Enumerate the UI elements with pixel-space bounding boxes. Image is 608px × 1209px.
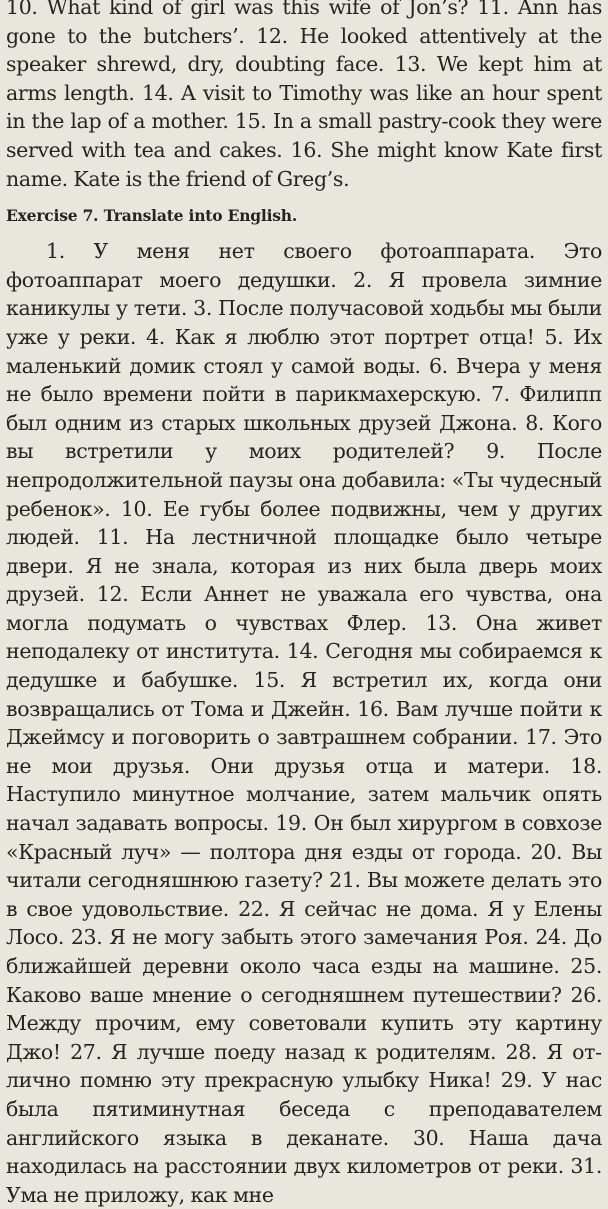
exercise-6-continuation-text: 10. What kind of girl was this wife of Jon’s? 11. Ann has gone to the butchers’. 12. He looked attentively at the speaker shrewd, dry, doubting face. 13. We kept him at arms length. 14. A visit to Timothy was like an hour spent in the lap of a mother. 15. In a small pastry-cook they were served with tea and cakes. 16. She might know Kate first name. Kate is the friend of Greg’s. bbox=[6, 0, 602, 191]
exercise-7-heading: Exercise 7. Translate into English. bbox=[6, 206, 298, 226]
exercise-7-text: 1. У меня нет своего фотоаппарата. Это фотоаппарат моего дедушки. 2. Я провела зимние каникулы у тети. 3. После получасовой ходьбы мы были уже у реки. 4. Как я люблю этот портрет отца! 5. Их маленький домик стоял у самой воды. 6. Вчера у меня не было времени пойти в парикмахерскую. 7. Филипп был одним из старых школьных друзей Джона. 8. Кого вы встретили у моих родителей? 9. После непродолжительной паузы она добавила: «Ты чудесный ребенок». 10. Ее губы более подвижны, чем у других людей. 11. На лестничной площадке было четыре двери. Я не знала, которая из них была дверь моих друзей. 12. Если Аннет не уважала его чувства, она могла подумать о чувствах Флер. 13. Она живет неподалеку от института. 14. Сегодня мы собираемся к дедушке и бабушке. 15. Я встретил их, когда они возвращались от Тома и Джейн. 16. Вам лучше пойти к Джеймсу и поговорить о завтрашнем собрании. 17. Это не мои друзья. Они друзья отца и матери. 18. Наступило минутное молчание, затем мальчик опять начал задавать вопросы. 19. Он был хирургом в совхозе «Красный луч» — полтора дня езды от города. 20. Вы читали сегодняшнюю газету? 21. Вы можете делать это в свое удовольствие. 22. Я сейчас не дома. Я у Елены Лосо. 23. Я не могу забыть этого замечания Роя. 24. До ближайшей деревни около часа езды на машине. 25. Каково ваше мнение о сегодняшнем путешествии? 26. Между прочим, ему советовали купить эту картину Джо! 27. Я лучше поеду назад к родителям. 28. Я отлично помню эту прекрасную улыбку Ника! 29. У нас была пятиминутная беседа с преподавателем английского языка в деканате. 30. Наша дача находилась на расстоянии двух километров от реки. 31. Ума не приложу, как мне bbox=[6, 239, 602, 1207]
